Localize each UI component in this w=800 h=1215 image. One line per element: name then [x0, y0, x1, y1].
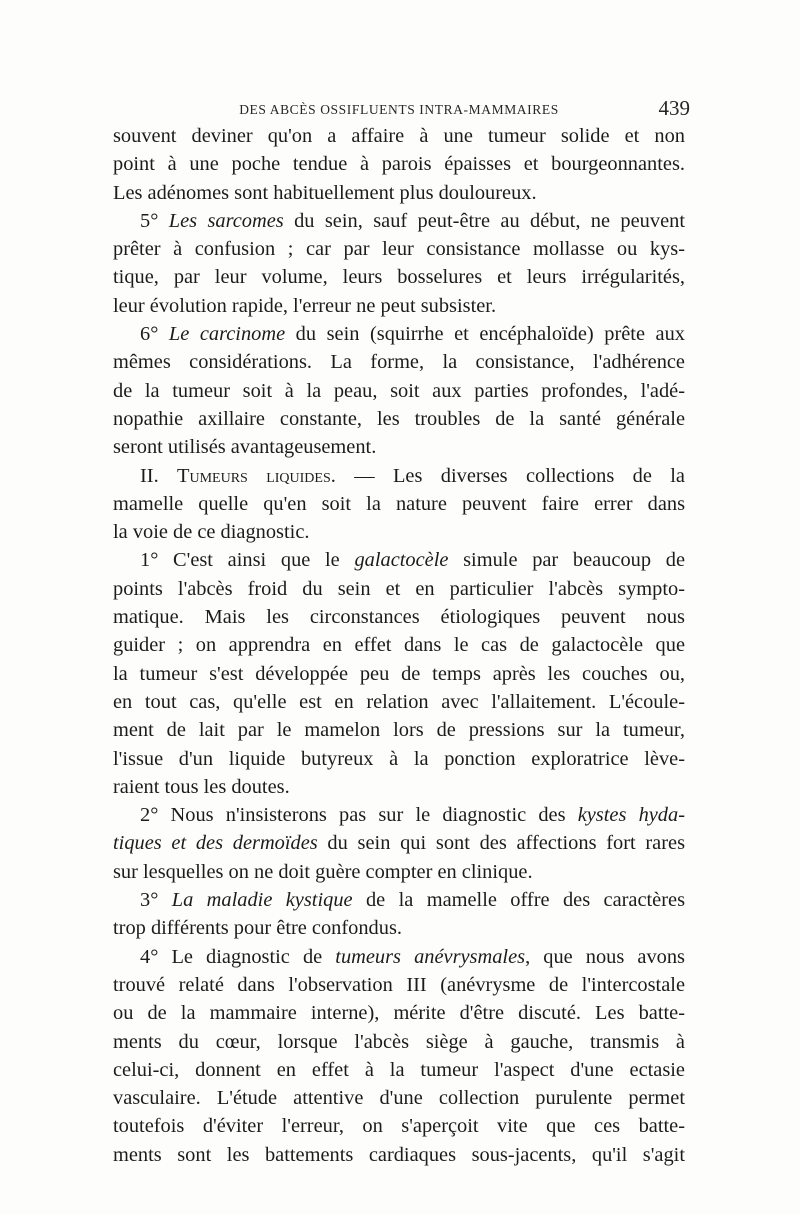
text-line — [113, 320, 685, 348]
text-line — [113, 943, 685, 971]
text-run: la voie de ce diagnostic. — [113, 521, 310, 544]
text-line — [113, 829, 685, 857]
text-run: ou de la mammaire interne), mérite d'être discuté. Les batte- — [113, 1002, 685, 1025]
text-run: de la tumeur soit à la peau, soit aux parties profondes, l'adé- — [113, 379, 685, 402]
text-run: point à une poche tendue à parois épaisses et bourgeonnantes. — [113, 153, 685, 176]
text-run: prêter à confusion ; car par leur consistance mollasse ou kys- — [113, 238, 685, 261]
italic-term: tumeurs anévrysmales — [335, 945, 526, 968]
text-line — [113, 292, 685, 320]
text-run: matique. Mais les circonstances étiologiques peuvent nous — [113, 606, 685, 629]
text-line — [113, 858, 685, 886]
text-run: mamelle quelle qu'en soit la nature peuvent faire errer dans — [113, 492, 685, 515]
text-run: ments sont les battements cardiaques sous-jacents, qu'il s'agit — [113, 1143, 685, 1166]
text-run: 5° — [140, 209, 169, 232]
text-line — [113, 801, 685, 829]
text-line — [113, 405, 685, 433]
text-run: Les adénomes sont habituellement plus douloureux. — [113, 181, 537, 204]
text-run: sur lesquelles on ne doit guère compter en clinique. — [113, 860, 533, 883]
text-line — [113, 886, 685, 914]
text-run: du sein (squirrhe et encéphaloïde) prête aux — [285, 323, 685, 346]
italic-term: tiques et des dermoïdes — [113, 832, 318, 855]
text-line — [113, 518, 685, 546]
text-run: guider ; on apprendra en effet dans le cas de galactocèle que — [113, 634, 685, 657]
text-run: trouvé relaté dans l'observation III (anévrysme de l'intercostale — [113, 973, 685, 996]
text-run: du sein, sauf peut-être au début, ne peuvent — [283, 209, 685, 232]
text-run: leur évolution rapide, l'erreur ne peut subsister. — [113, 294, 497, 317]
text-line — [113, 235, 685, 263]
text-run: seront utilisés avantageusement. — [113, 436, 377, 459]
text-line — [113, 660, 685, 688]
text-run: de la mamelle offre des caractères — [352, 889, 685, 912]
italic-term: galactocèle — [354, 549, 449, 572]
text-line — [113, 263, 685, 291]
text-run: nopathie axillaire constante, les troubles de la santé générale — [113, 407, 685, 430]
text-line — [113, 631, 685, 659]
text-run: points l'abcès froid du sein et en particulier l'abcès sympto- — [113, 577, 685, 600]
text-line — [113, 207, 685, 235]
text-run: 3° — [140, 889, 172, 912]
text-run: vasculaire. L'étude attentive d'une collection purulente permet — [113, 1087, 685, 1110]
text-line — [113, 462, 685, 490]
text-run: la tumeur s'est développée peu de temps après les couches ou, — [113, 662, 685, 685]
text-line — [113, 773, 685, 801]
text-run: 2° Nous n'insisterons pas sur le diagnostic des — [140, 804, 578, 827]
text-run: ments du cœur, lorsque l'abcès siège à gauche, transmis à — [113, 1030, 685, 1053]
italic-term: Le carcinome — [168, 323, 286, 346]
body-text — [113, 122, 685, 1169]
text-line — [113, 179, 685, 207]
text-run: , que nous avons — [525, 945, 685, 968]
text-line — [113, 546, 685, 574]
text-line — [113, 490, 685, 518]
text-run: 4° Le diagnostic de — [140, 945, 336, 968]
text-run: simule par beaucoup de — [448, 549, 685, 572]
text-run: toutefois d'éviter l'erreur, on s'aperçoit vite que ces batte- — [113, 1115, 685, 1138]
text-line — [113, 1141, 685, 1169]
text-line — [113, 348, 685, 376]
text-line — [113, 150, 685, 178]
text-line — [113, 377, 685, 405]
text-line — [113, 1112, 685, 1140]
section-heading: Tumeurs liquides — [177, 464, 331, 487]
text-line — [113, 575, 685, 603]
text-run: raient tous les doutes. — [113, 775, 290, 798]
italic-term: Les sarcomes — [168, 209, 284, 232]
running-title: DES ABCÈS OSSIFLUENTS INTRA-MAMMAIRES — [239, 102, 559, 117]
text-run: II. — [140, 464, 178, 487]
italic-term: kystes hyda- — [577, 804, 685, 827]
page-number: 439 — [658, 96, 690, 120]
text-line — [113, 688, 685, 716]
text-line — [113, 971, 685, 999]
text-run: celui-ci, donnent en effet à la tumeur l'aspect d'une ectasie — [113, 1058, 685, 1081]
text-line — [113, 745, 685, 773]
text-run: mêmes considérations. La forme, la consistance, l'adhérence — [113, 351, 685, 374]
text-run: 6° — [140, 323, 169, 346]
text-run: souvent deviner qu'on a affaire à une tumeur solide et non — [113, 125, 685, 147]
text-line — [113, 999, 685, 1027]
text-line — [113, 1028, 685, 1056]
text-line — [113, 914, 685, 942]
text-line — [113, 603, 685, 631]
text-run: en tout cas, qu'elle est en relation avec l'allaitement. L'écoule- — [113, 690, 685, 713]
text-line — [113, 1084, 685, 1112]
text-run: l'issue d'un liquide butyreux à la ponction exploratrice lève- — [113, 747, 685, 770]
text-line — [113, 1056, 685, 1084]
text-run: tique, par leur volume, leurs bosselures et leurs irrégularités, — [113, 266, 685, 289]
text-line — [113, 122, 685, 150]
text-run: . — Les diverses collections de la — [330, 464, 685, 487]
text-line — [113, 716, 685, 744]
italic-term: La maladie kystique — [171, 889, 353, 912]
text-run: trop différents pour être confondus. — [113, 917, 402, 940]
text-run: ment de lait par le mamelon lors de pressions sur la tumeur, — [113, 719, 685, 742]
text-run: du sein qui sont des affections fort rares — [317, 832, 686, 855]
text-run: 1° C'est ainsi que le — [140, 549, 355, 572]
text-line — [113, 433, 685, 461]
